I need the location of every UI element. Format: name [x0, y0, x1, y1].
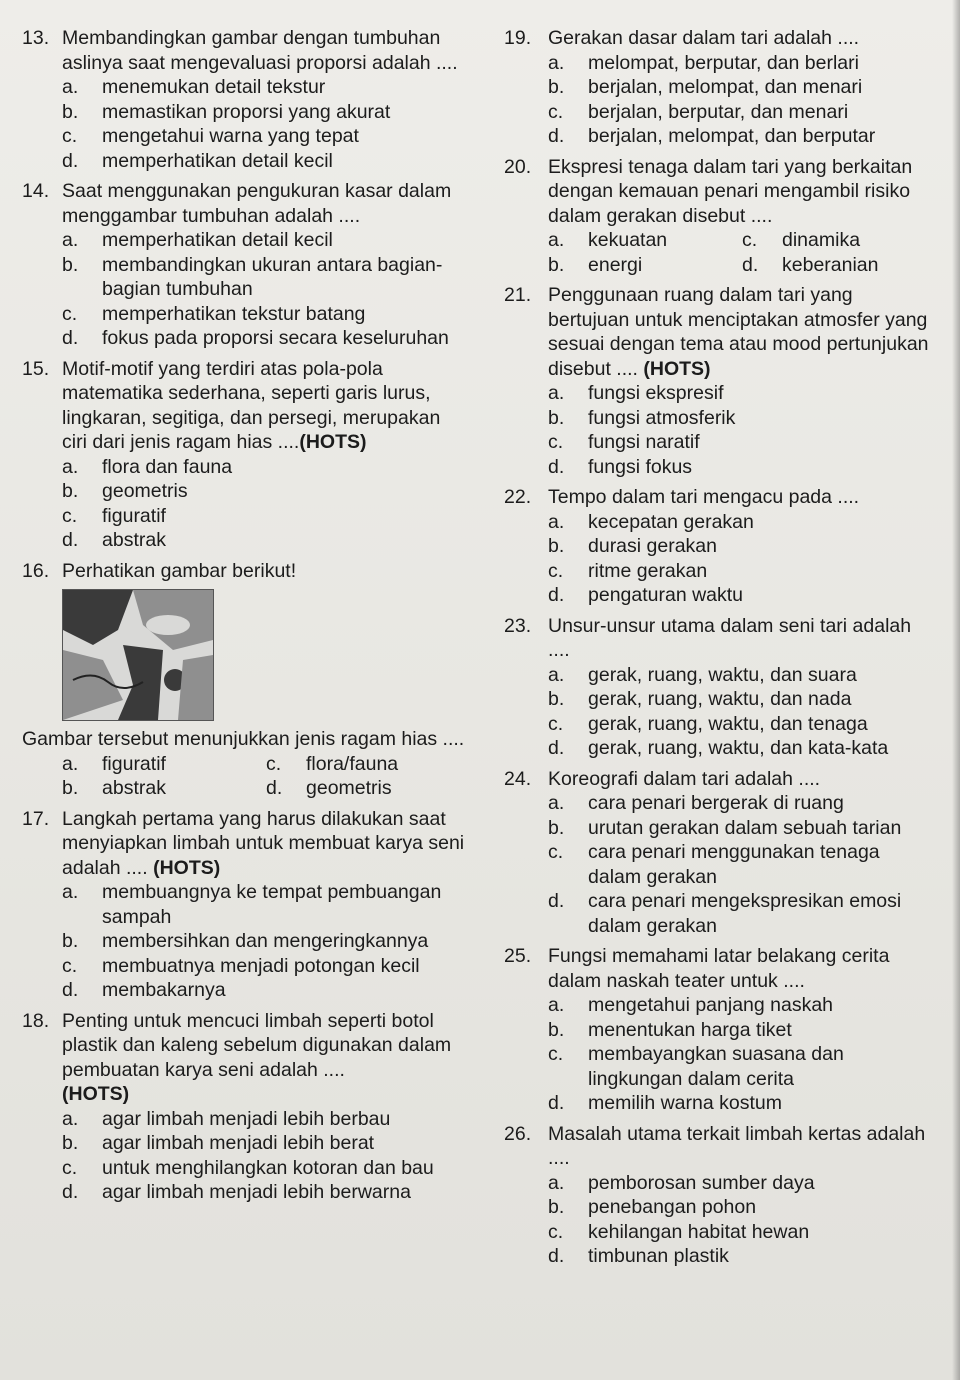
question-number: 18.	[22, 1009, 50, 1032]
options-list	[62, 75, 470, 173]
option-c[interactable]	[548, 840, 936, 889]
options-list	[548, 791, 936, 938]
option-text: fungsi fokus	[588, 455, 693, 478]
option-a[interactable]	[548, 51, 936, 76]
option-b[interactable]	[62, 929, 470, 954]
option-text: menemukan detail tekstur	[102, 76, 326, 98]
option-text: figuratif	[102, 504, 166, 527]
option-text: keberanian	[782, 253, 879, 276]
option-letter: c.	[266, 752, 282, 775]
options-list	[548, 510, 936, 608]
option-text: berjalan, melompat, dan menari	[588, 76, 863, 98]
option-d[interactable]	[266, 776, 470, 801]
right-column	[504, 26, 936, 1275]
option-text: agar limbah menjadi lebih berbau	[102, 1107, 391, 1130]
option-letter: a.	[548, 51, 565, 74]
options-grid	[548, 228, 936, 277]
option-letter: b.	[62, 253, 79, 276]
question-16	[22, 559, 470, 801]
option-a[interactable]	[548, 791, 936, 816]
question-number: 15.	[22, 357, 50, 380]
option-d[interactable]	[62, 528, 470, 553]
hots-tag: (HOTS)	[643, 357, 711, 380]
stem-text: Langkah pertama yang harus dilakukan saat menyiapkan limbah untuk membuat karya seni adalah ....	[62, 807, 465, 879]
option-letter: d.	[548, 125, 565, 147]
question-number: 20.	[504, 155, 532, 178]
option-letter: c.	[548, 841, 564, 863]
option-c[interactable]	[548, 712, 936, 737]
option-b[interactable]	[548, 1195, 936, 1220]
question-17	[22, 807, 470, 1003]
question-stem: Fungsi memahami latar belakang cerita dalam naskah teater untuk ....	[548, 945, 890, 992]
option-text: energi	[588, 253, 643, 276]
option-text: urutan gerakan dalam sebuah tarian	[588, 816, 902, 839]
option-text: kehilangan habitat hewan	[588, 1220, 810, 1243]
hots-tag: (HOTS)	[153, 856, 221, 879]
question-22	[504, 485, 936, 608]
ornament-figure	[62, 589, 214, 721]
stem-text: Penting untuk mencuci limbah seperti botol plastik dan kaleng sebelum digunakan dalam pembuatan karya seni adalah ....	[62, 1009, 452, 1081]
option-text: flora dan fauna	[102, 455, 233, 478]
options-list	[548, 993, 936, 1116]
option-b[interactable]	[548, 816, 936, 841]
option-b[interactable]	[548, 534, 936, 559]
option-text: untuk menghilangkan kotoran dan bau	[102, 1156, 434, 1179]
question-stem: Koreografi dalam tari adalah ....	[548, 767, 821, 790]
question-stem: Perhatikan gambar berikut!	[62, 559, 297, 582]
option-c[interactable]	[62, 302, 470, 327]
option-letter: c.	[62, 125, 78, 147]
option-letter: b.	[62, 930, 79, 952]
question-20	[504, 155, 936, 278]
option-text: kekuatan	[588, 229, 668, 251]
option-text: penebangan pohon	[588, 1196, 757, 1218]
question-15	[22, 357, 470, 553]
question-23	[504, 614, 936, 761]
option-a[interactable]	[548, 228, 742, 253]
option-d[interactable]	[548, 1244, 936, 1269]
option-text: gerak, ruang, waktu, dan suara	[588, 663, 857, 686]
option-b[interactable]	[62, 253, 470, 302]
option-text: membuangnya ke tempat pembuangan sampah	[102, 881, 442, 928]
option-letter: d.	[62, 979, 79, 1001]
option-letter: d.	[548, 1245, 565, 1267]
option-text: mengetahui panjang naskah	[588, 994, 834, 1016]
option-text: fungsi naratif	[588, 431, 700, 453]
option-text: fungsi ekspresif	[588, 382, 724, 404]
figure-eye-shape	[146, 615, 190, 635]
option-text: gerak, ruang, waktu, dan nada	[588, 688, 852, 710]
option-letter: c.	[548, 1220, 564, 1243]
option-d[interactable]	[548, 889, 936, 938]
question-number: 16.	[22, 559, 50, 582]
question-number: 24.	[504, 767, 532, 790]
option-letter: a.	[548, 792, 565, 814]
option-letter: b.	[548, 76, 565, 98]
option-c[interactable]	[62, 504, 470, 529]
option-b[interactable]	[62, 776, 266, 801]
question-number: 23.	[504, 614, 532, 637]
option-d[interactable]	[548, 455, 936, 480]
option-letter: d.	[548, 584, 565, 606]
option-c[interactable]	[62, 954, 470, 979]
option-letter: a.	[62, 229, 79, 251]
option-b[interactable]	[62, 1131, 470, 1156]
option-text: memperhatikan tekstur batang	[102, 302, 366, 325]
option-letter: c.	[742, 229, 758, 251]
option-d[interactable]	[62, 149, 470, 174]
option-letter: a.	[548, 229, 565, 251]
option-text: memastikan proporsi yang akurat	[102, 100, 391, 123]
question-24	[504, 767, 936, 939]
option-letter: c.	[548, 1043, 564, 1065]
question-number: 21.	[504, 284, 532, 306]
options-list	[548, 51, 936, 149]
option-text: membersihkan dan mengeringkannya	[102, 930, 429, 952]
left-column	[22, 26, 470, 1275]
question-stem: Membandingkan gambar dengan tumbuhan aslinya saat mengevaluasi proporsi adalah ....	[62, 27, 458, 74]
question-number: 22.	[504, 486, 532, 508]
option-c[interactable]	[266, 752, 470, 777]
option-text: fokus pada proporsi secara keseluruhan	[102, 327, 449, 349]
option-letter: c.	[62, 1156, 78, 1179]
option-letter: d.	[62, 1181, 79, 1203]
option-text: dinamika	[782, 229, 861, 251]
option-c[interactable]	[548, 559, 936, 584]
option-letter: d.	[62, 529, 79, 551]
option-text: memilih warna kostum	[588, 1092, 782, 1114]
option-text: membayangkan suasana dan lingkungan dalam cerita	[588, 1043, 844, 1090]
option-letter: b.	[548, 406, 565, 429]
question-number: 14.	[22, 180, 50, 202]
option-text: berjalan, berputar, dan menari	[588, 100, 849, 123]
option-text: geometris	[102, 480, 188, 502]
option-a[interactable]	[548, 993, 936, 1018]
options-list	[548, 663, 936, 761]
question-25	[504, 944, 936, 1116]
option-letter: a.	[62, 752, 79, 775]
option-text: durasi gerakan	[588, 535, 717, 557]
option-text: mengetahui warna yang tepat	[102, 125, 359, 147]
option-letter: b.	[548, 688, 565, 710]
option-letter: c.	[548, 712, 564, 735]
option-text: timbunan plastik	[588, 1245, 729, 1267]
option-text: agar limbah menjadi lebih berwarna	[102, 1181, 411, 1203]
option-letter: d.	[62, 327, 79, 349]
option-text: gerak, ruang, waktu, dan kata-kata	[588, 737, 889, 759]
option-letter: b.	[548, 816, 565, 839]
question-stem	[62, 357, 470, 455]
option-text: membakarnya	[102, 979, 226, 1001]
hots-tag: (HOTS)	[62, 1083, 130, 1105]
option-a[interactable]	[62, 752, 266, 777]
option-letter: b.	[548, 535, 565, 557]
option-c[interactable]	[742, 228, 936, 253]
question-stem	[62, 807, 470, 881]
option-a[interactable]	[62, 75, 470, 100]
option-text: cara penari mengekspresikan emosi dalam gerakan	[588, 890, 902, 937]
figure-shape-right	[178, 655, 213, 720]
option-text: abstrak	[102, 777, 166, 799]
option-letter: a.	[62, 1107, 79, 1130]
option-text: membuatnya menjadi potongan kecil	[102, 954, 420, 977]
question-18	[22, 1009, 470, 1205]
stem-text: Penggunaan ruang dalam tari yang bertujuan untuk menciptakan atmosfer yang sesuai dengan tema atau mood pertunjukan disebut ....	[548, 284, 929, 380]
option-d[interactable]	[742, 253, 936, 278]
option-text: figuratif	[102, 752, 166, 775]
question-stem	[62, 1009, 470, 1107]
option-letter: d.	[62, 149, 79, 172]
options-list	[62, 880, 470, 1003]
option-text: ritme gerakan	[588, 559, 708, 582]
option-letter: a.	[62, 881, 79, 903]
option-letter: d.	[742, 253, 759, 276]
option-a[interactable]	[62, 455, 470, 480]
options-list	[548, 1171, 936, 1269]
option-a[interactable]	[548, 1171, 936, 1196]
options-list	[62, 228, 470, 351]
option-letter: b.	[62, 1132, 79, 1154]
option-letter: d.	[548, 1092, 565, 1114]
question-21	[504, 283, 936, 479]
options-grid	[62, 752, 470, 801]
question-number: 25.	[504, 945, 532, 967]
option-b[interactable]	[62, 100, 470, 125]
option-letter: a.	[62, 76, 79, 98]
option-a[interactable]	[548, 663, 936, 688]
question-19	[504, 26, 936, 149]
question-stem: Ekspresi tenaga dalam tari yang berkaitan dengan kemauan penari mengambil risiko dalam gerakan disebut ....	[548, 155, 913, 227]
abstract-ornament-image	[63, 590, 213, 720]
option-text: melompat, berputar, dan berlari	[588, 51, 859, 74]
option-letter: d.	[266, 777, 283, 799]
option-d[interactable]	[548, 1091, 936, 1116]
question-stem	[548, 283, 936, 381]
page-edge-shadow	[952, 0, 960, 1380]
option-text: cara penari bergerak di ruang	[588, 792, 844, 814]
option-text: flora/fauna	[306, 752, 399, 775]
option-text: pemborosan sumber daya	[588, 1171, 815, 1194]
option-text: geometris	[306, 777, 392, 799]
option-d[interactable]	[62, 326, 470, 351]
option-b[interactable]	[62, 479, 470, 504]
two-column-layout	[22, 26, 936, 1275]
option-a[interactable]	[62, 1107, 470, 1132]
option-letter: a.	[62, 455, 79, 478]
option-b[interactable]	[548, 75, 936, 100]
option-text: abstrak	[102, 529, 166, 551]
option-a[interactable]	[548, 381, 936, 406]
option-d[interactable]	[62, 1180, 470, 1205]
question-number: 17.	[22, 807, 50, 830]
option-b[interactable]	[548, 687, 936, 712]
stem-text: Motif-motif yang terdiri atas pola-pola matematika sederhana, seperti garis lurus, lingkaran, segitiga, dan persegi, merupakan ciri dari jenis ragam hias ....	[62, 357, 441, 453]
option-letter: a.	[548, 1171, 565, 1194]
option-letter: b.	[62, 777, 79, 799]
question-number: 13.	[22, 27, 50, 49]
question-stem-continued: Gambar tersebut menunjukkan jenis ragam hias ....	[22, 728, 465, 750]
question-stem: Masalah utama terkait limbah kertas adalah ....	[548, 1122, 926, 1169]
option-a[interactable]	[62, 228, 470, 253]
option-letter: c.	[62, 302, 78, 325]
option-text: cara penari menggunakan tenaga dalam gerakan	[588, 841, 880, 888]
option-b[interactable]	[548, 1018, 936, 1043]
option-letter: c.	[548, 559, 564, 582]
option-c[interactable]	[548, 100, 936, 125]
option-d[interactable]	[548, 124, 936, 149]
option-c[interactable]	[62, 124, 470, 149]
option-letter: c.	[548, 100, 564, 123]
option-letter: d.	[548, 737, 565, 759]
option-letter: b.	[548, 1196, 565, 1218]
question-13	[22, 26, 470, 173]
option-d[interactable]	[548, 736, 936, 761]
options-list	[62, 1107, 470, 1205]
option-b[interactable]	[548, 406, 936, 431]
option-letter: a.	[548, 663, 565, 686]
option-text: memperhatikan detail kecil	[102, 149, 333, 172]
option-letter: d.	[548, 890, 565, 912]
option-c[interactable]	[548, 1042, 936, 1091]
option-letter: c.	[62, 954, 78, 977]
question-stem: Tempo dalam tari mengacu pada ....	[548, 486, 860, 508]
option-text: memperhatikan detail kecil	[102, 229, 333, 251]
question-14	[22, 179, 470, 351]
option-letter: c.	[548, 431, 564, 453]
option-c[interactable]	[548, 430, 936, 455]
option-letter: d.	[548, 455, 565, 478]
option-text: pengaturan waktu	[588, 584, 744, 606]
option-letter: b.	[548, 253, 565, 276]
option-text: menentukan harga tiket	[588, 1018, 792, 1041]
option-d[interactable]	[548, 583, 936, 608]
question-stem: Unsur-unsur utama dalam seni tari adalah ....	[548, 614, 912, 661]
option-text: gerak, ruang, waktu, dan tenaga	[588, 712, 868, 735]
hots-tag: (HOTS)	[299, 431, 367, 453]
options-list	[548, 381, 936, 479]
option-text: membandingkan ukuran antara bagian-bagian tumbuhan	[102, 253, 443, 300]
option-text: fungsi atmosferik	[588, 406, 736, 429]
question-stem: Gerakan dasar dalam tari adalah ....	[548, 27, 860, 49]
option-letter: b.	[62, 100, 79, 123]
option-text: agar limbah menjadi lebih berat	[102, 1132, 375, 1154]
option-letter: c.	[62, 504, 78, 527]
question-number: 26.	[504, 1122, 532, 1145]
option-letter: b.	[62, 480, 79, 502]
option-a[interactable]	[548, 510, 936, 535]
option-text: berjalan, melompat, dan berputar	[588, 125, 876, 147]
option-c[interactable]	[62, 1156, 470, 1181]
option-letter: a.	[548, 994, 565, 1016]
option-text: kecepatan gerakan	[588, 510, 754, 533]
question-stem: Saat menggunakan pengukuran kasar dalam menggambar tumbuhan adalah ....	[62, 180, 452, 227]
option-c[interactable]	[548, 1220, 936, 1245]
question-number: 19.	[504, 27, 532, 49]
option-letter: a.	[548, 382, 565, 404]
option-d[interactable]	[62, 978, 470, 1003]
question-26	[504, 1122, 936, 1269]
option-letter: a.	[548, 510, 565, 533]
option-b[interactable]	[548, 253, 742, 278]
option-a[interactable]	[62, 880, 470, 929]
options-list	[62, 455, 470, 553]
option-letter: b.	[548, 1018, 565, 1041]
